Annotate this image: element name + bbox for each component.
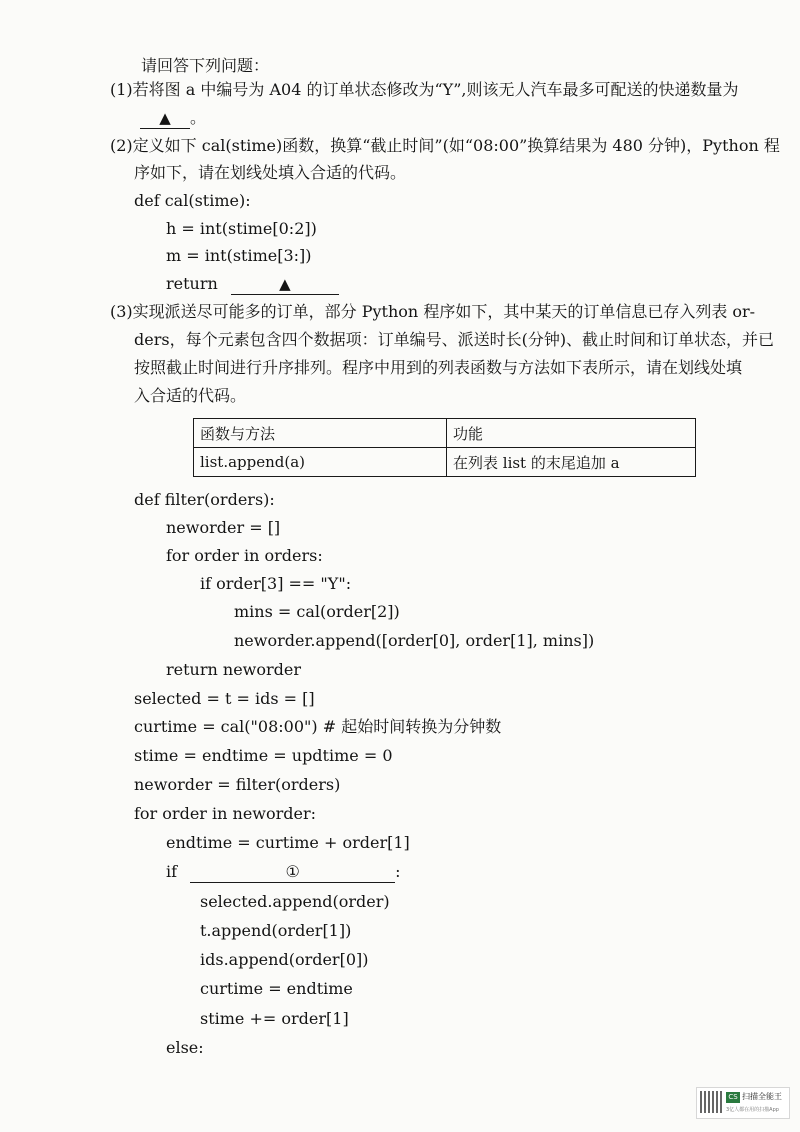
qr-code-icon: [700, 1091, 722, 1113]
camscanner-name: 扫描全能王: [742, 1092, 782, 1101]
blank-marker: ▲: [279, 275, 291, 293]
camscanner-logo: CS: [726, 1092, 740, 1103]
answer-blank[interactable]: [231, 274, 339, 295]
code-line: h = int(stime[0:2]): [166, 219, 317, 238]
question-1-answer-line: [140, 108, 206, 129]
sentence-end: 。: [190, 108, 207, 127]
code-line: neworder = filter(orders): [134, 775, 341, 794]
camscanner-tagline: 3亿人都在用的扫描App: [726, 1107, 779, 1113]
code-line: stime = endtime = updtime = 0: [134, 746, 393, 765]
table-header-cell: 函数与方法: [194, 419, 447, 448]
code-line-return: [166, 274, 339, 295]
table-cell: list.append(a): [194, 448, 447, 477]
table-header-row: [194, 419, 696, 448]
code-line: for order in orders:: [166, 546, 323, 565]
function-table: [193, 418, 696, 477]
blank-marker: ①: [285, 862, 300, 881]
code-line: endtime = curtime + order[1]: [166, 833, 410, 852]
question-2-text-cont: 序如下，请在划线处填入合适的代码。: [134, 163, 407, 182]
table-row: [194, 448, 696, 477]
table-header-cell: 功能: [447, 419, 696, 448]
answer-blank-1[interactable]: [190, 862, 395, 883]
code-line: neworder.append([order[0], order[1], mins]): [234, 631, 595, 650]
code-line: return neworder: [166, 660, 301, 679]
question-2-text: (2)定义如下 cal(stime)函数，换算“截止时间”(如“08:00”换算结果为 480 分钟)，Python 程: [110, 136, 780, 155]
code-line: t.append(order[1]): [200, 921, 352, 940]
code-line-if: [166, 862, 401, 883]
code-line: curtime = cal("08:00") # 起始时间转换为分钟数: [134, 717, 502, 736]
code-line: ids.append(order[0]): [200, 950, 369, 969]
code-line: selected.append(order): [200, 892, 390, 911]
code-line: mins = cal(order[2]): [234, 602, 400, 621]
table-cell: 在列表 list 的末尾追加 a: [447, 448, 696, 477]
question-1-text: (1)若将图 a 中编号为 A04 的订单状态修改为“Y”,则该无人汽车最多可配送的快递数量为: [110, 80, 739, 99]
code-line: def filter(orders):: [134, 490, 275, 509]
blank-marker: ▲: [159, 109, 171, 127]
question-3-text-cont: 按照截止时间进行升序排列。程序中用到的列表函数与方法如下表所示，请在划线处填: [134, 358, 743, 377]
answer-blank[interactable]: [140, 108, 190, 129]
scanner-watermark: [696, 1087, 790, 1119]
question-3-text: (3)实现派送尽可能多的订单，部分 Python 程序如下，其中某天的订单信息已存入列表 or-: [110, 302, 756, 321]
code-line: m = int(stime[3:]): [166, 246, 312, 265]
instructions-heading: 请回答下列问题：: [141, 56, 270, 75]
code-line: selected = t = ids = []: [134, 689, 315, 708]
if-keyword: if: [166, 862, 178, 881]
code-line: curtime = endtime: [200, 979, 353, 998]
code-line: neworder = []: [166, 518, 281, 537]
code-line: def cal(stime):: [134, 191, 251, 210]
code-line: for order in neworder:: [134, 804, 317, 823]
code-line: if order[3] == "Y":: [200, 574, 352, 593]
colon: :: [395, 862, 401, 881]
return-keyword: return: [166, 274, 218, 293]
code-line: else:: [166, 1038, 204, 1057]
question-3-text-cont: 入合适的代码。: [134, 386, 247, 405]
question-3-text-cont: ders，每个元素包含四个数据项：订单编号、派送时长(分钟)、截止时间和订单状态，并已: [134, 330, 775, 349]
code-line: stime += order[1]: [200, 1009, 349, 1028]
